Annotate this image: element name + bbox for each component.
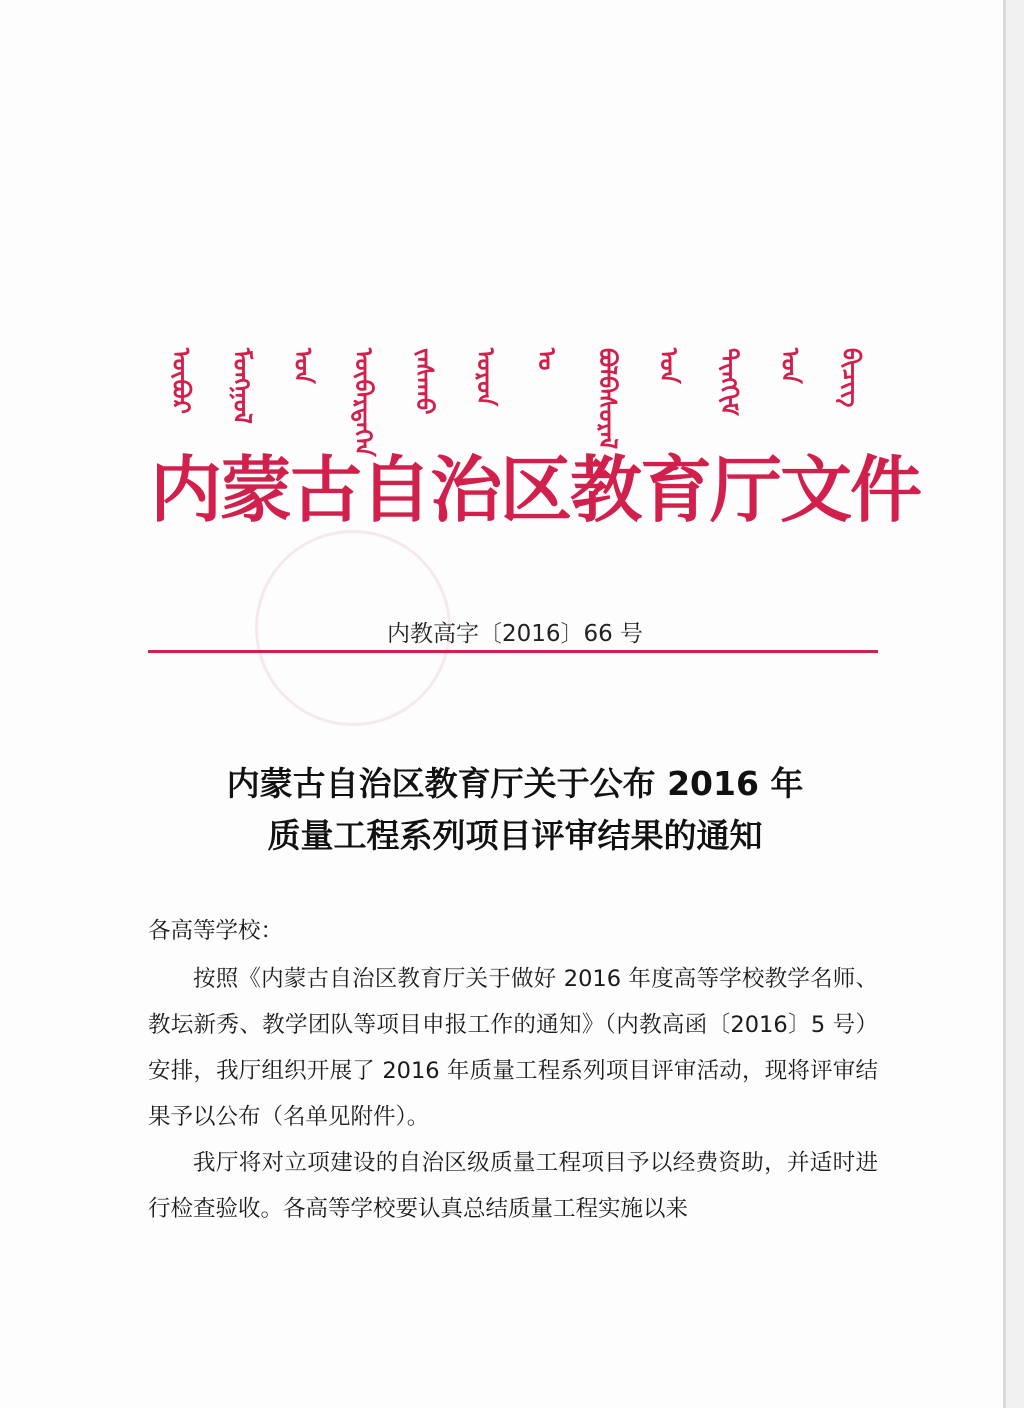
mongolian-word: ᠣᠷᠣᠨ xyxy=(471,348,500,407)
body-paragraph-1: 按照《内蒙古自治区教育厅关于做好 2016 年度高等学校教学名师、教坛新秀、教学团队等项目申报工作的通知》（内教高函〔2016〕5 号）安排，我厅组织开展了 2016 年质量工程系列项目评审活动，现将评审结果予以公布（名单见附件）。 xyxy=(148,966,878,1130)
title-line-1: 内蒙古自治区教育厅关于公布 2016 年 xyxy=(226,764,804,803)
mongolian-word: ᠪᠣᠯᠪᠠᠰᠤᠷᠠᠯ xyxy=(593,348,622,450)
mongolian-word: ᠤᠨ xyxy=(776,348,805,384)
mongolian-word: ᠥᠪᠡᠷᠲᠡᠭᠡᠨ xyxy=(349,348,378,457)
document-title xyxy=(150,758,880,862)
body-paragraph-2: 我厅将对立项建设的自治区级质量工程项目予以经费资助，并适时进行检查验收。各高等学校要认真总结质量工程实施以来 xyxy=(148,1150,878,1222)
mongolian-word: ᠤᠨ xyxy=(654,348,683,384)
mongolian-word: ᠮᠣᠩᠭᠣᠯ xyxy=(227,348,256,424)
mongolian-word: ᠪᠢᠴᠢᠭ xyxy=(836,348,865,408)
masthead-title: 内蒙古自治区教育厅文件 xyxy=(150,448,921,532)
title-line-2: 质量工程系列项目评审结果的通知 xyxy=(267,816,763,855)
mongolian-word: ᠤᠨ xyxy=(288,348,317,384)
document-number: 内教高字〔2016〕66 号 xyxy=(386,621,644,647)
scan-border xyxy=(1006,0,1024,1408)
mongolian-word: ᠲᠢᠩᠬᠢᠮ xyxy=(715,348,744,416)
document-body xyxy=(148,908,878,1232)
mongolian-word: ᠵᠠᠰᠠᠬᠤ xyxy=(410,348,439,415)
red-divider-line xyxy=(148,650,878,653)
scan-edge-line xyxy=(1003,0,1006,1408)
mongolian-masthead xyxy=(167,348,870,457)
salutation: 各高等学校： xyxy=(148,918,284,944)
mongolian-word: ᠤ xyxy=(532,348,561,371)
mongolian-word: ᠥᠪᠥᠷ xyxy=(167,348,195,414)
